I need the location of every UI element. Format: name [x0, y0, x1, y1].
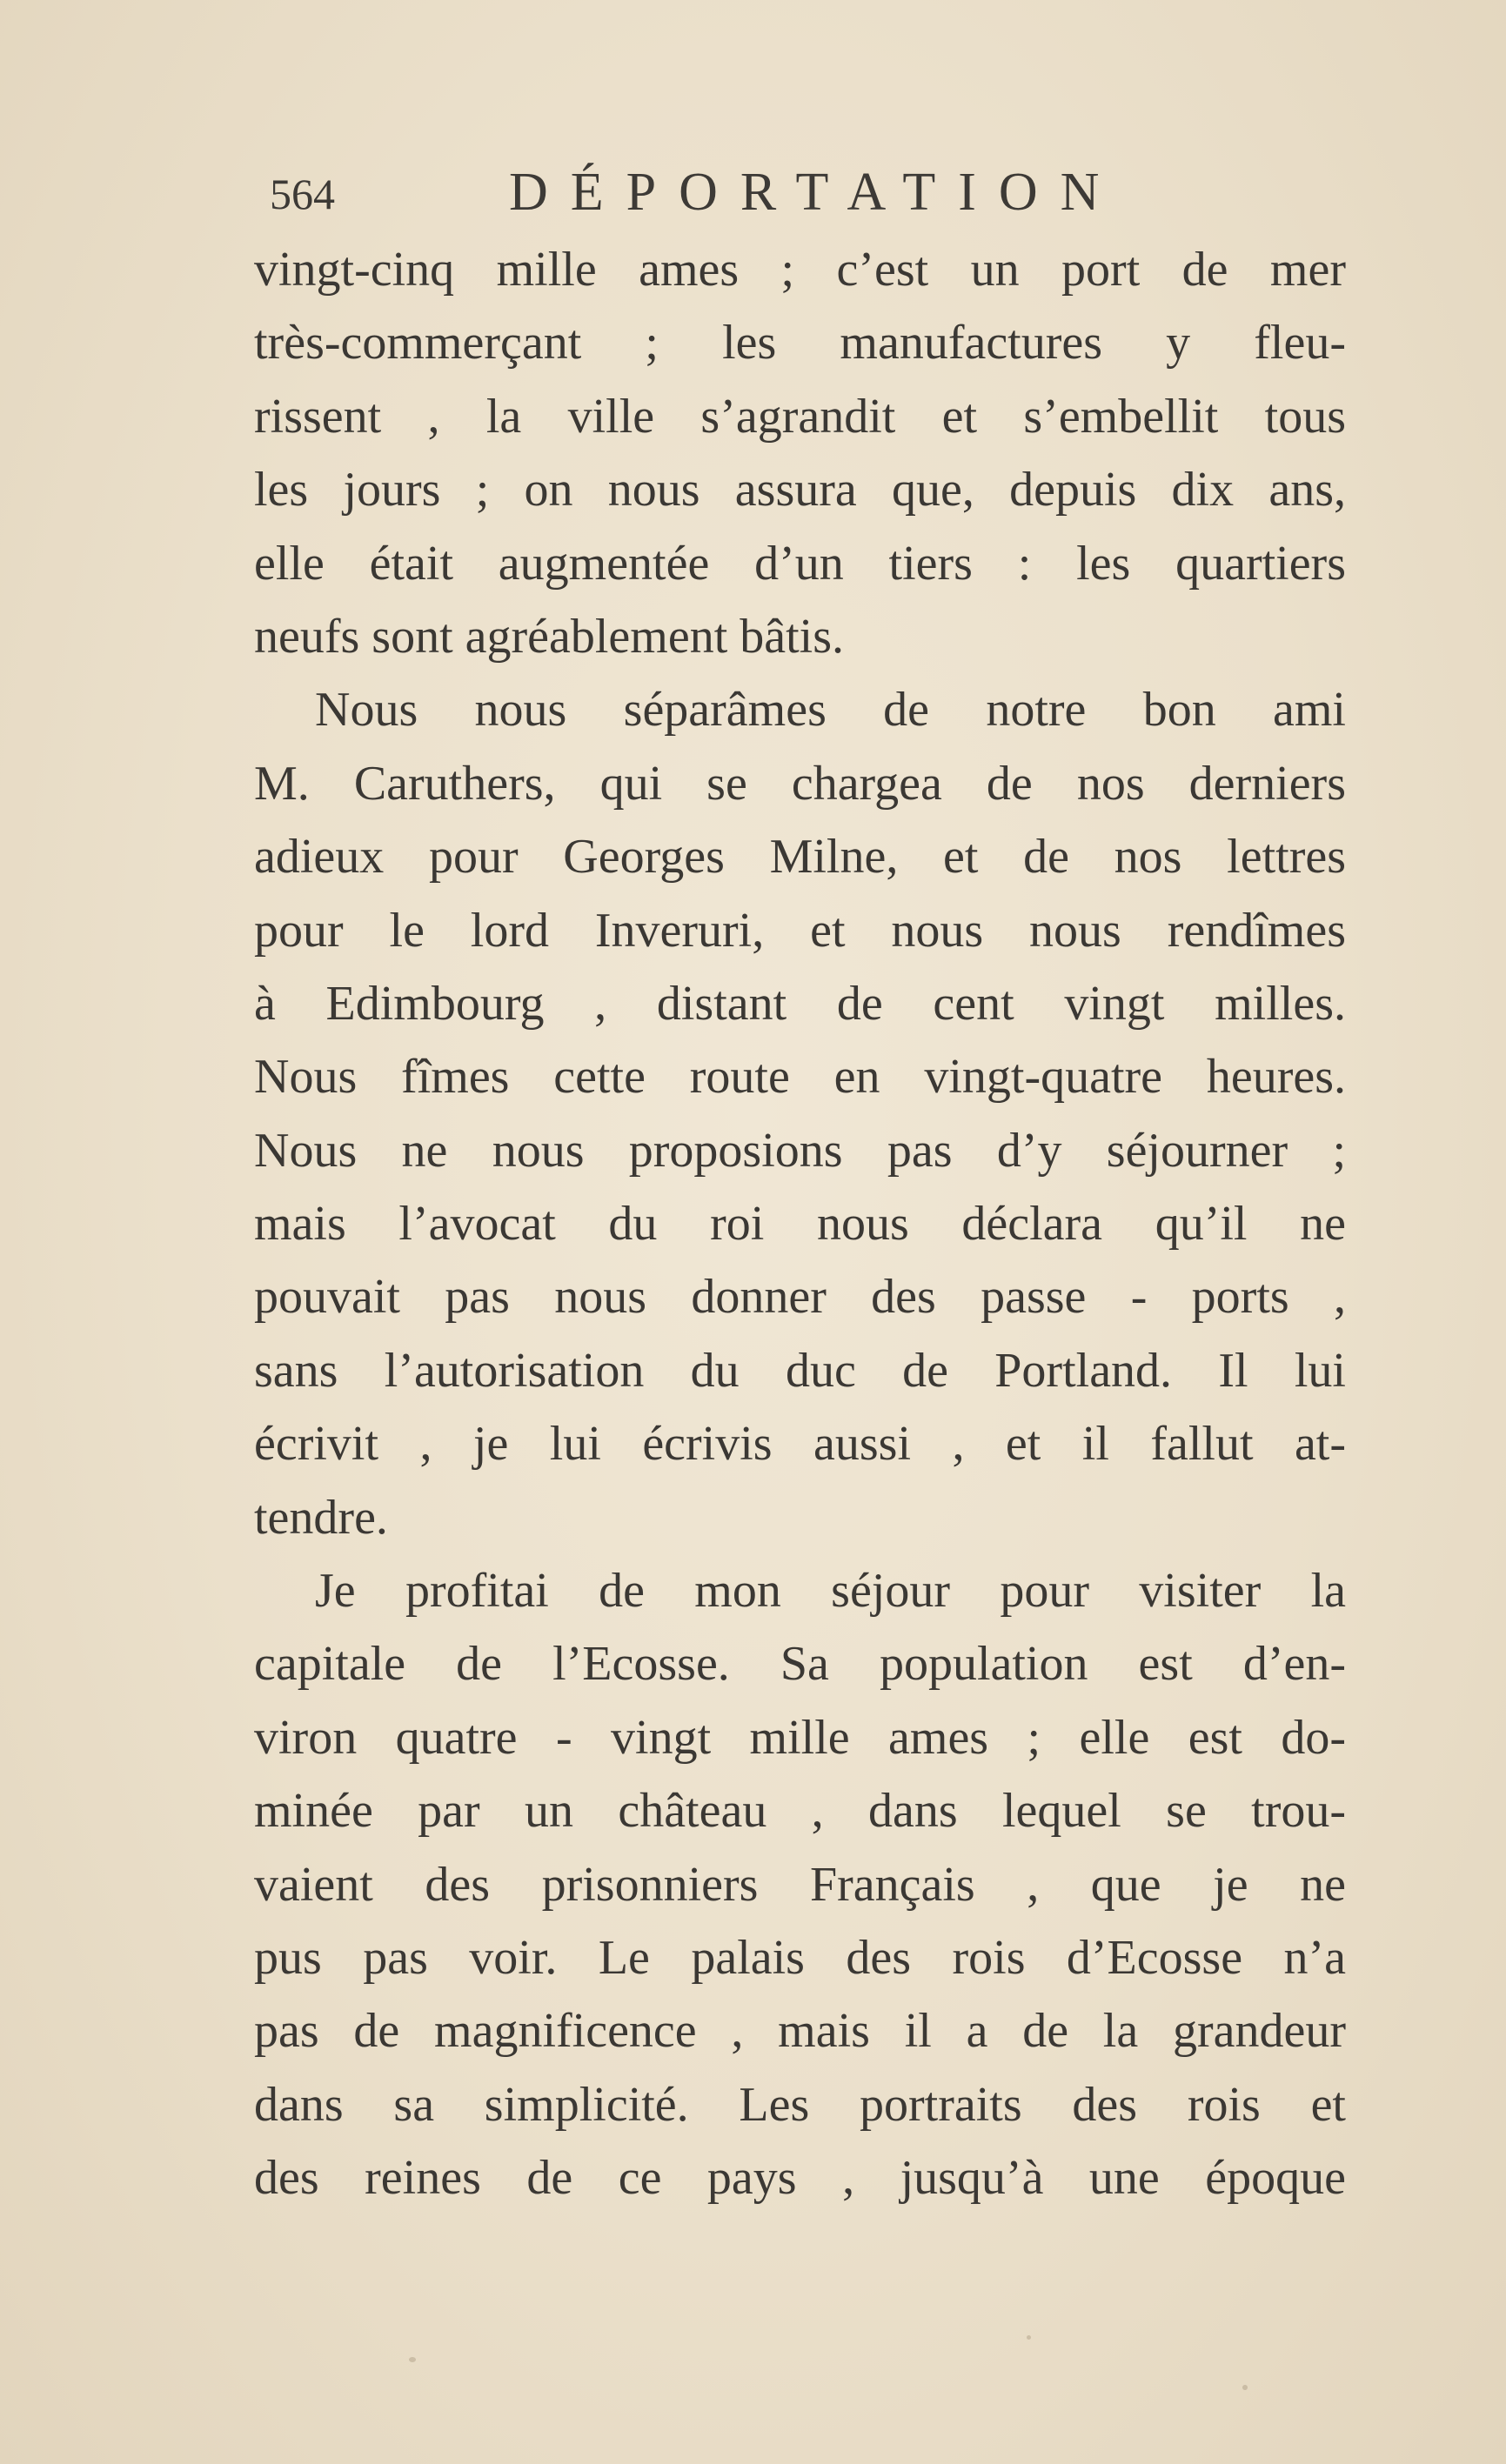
text-line: Nous ne nous proposions pas d’y séjourner ; — [254, 1123, 1346, 1178]
text-line: elle était augmentée d’un tiers : les quartiers — [254, 536, 1346, 591]
text-line: capitale de l’Ecosse. Sa population est d’en- — [254, 1637, 1346, 1692]
page-number: 564 — [270, 170, 335, 218]
text-line: pas de magnificence , mais il a de la grandeur — [254, 2004, 1346, 2059]
paper-blemish — [409, 2357, 416, 2362]
text-line: Je profitai de mon séjour pour visiter la — [315, 1564, 1346, 1619]
text-line: Nous nous séparâmes de notre bon ami — [315, 683, 1346, 738]
text-line: dans sa simplicité. Les portraits des rois et — [254, 2077, 1346, 2132]
text-line: à Edimbourg , distant de cent vingt milles. — [254, 976, 1346, 1031]
text-line: Nous fîmes cette route en vingt-quatre heures. — [254, 1050, 1346, 1105]
text-line: écrivit , je lui écrivis aussi , et il fallut at- — [254, 1417, 1346, 1472]
body-text — [254, 233, 1346, 2215]
text-line: tendre. — [254, 1490, 388, 1545]
text-line: M. Caruthers, qui se chargea de nos derniers — [254, 756, 1346, 811]
running-head-title: DÉPORTATION — [509, 163, 1122, 222]
text-line: des reines de ce pays , jusqu’à une époque — [254, 2151, 1346, 2206]
text-line: minée par un château , dans lequel se trou- — [254, 1784, 1346, 1839]
text-line: pouvait pas nous donner des passe - ports , — [254, 1270, 1346, 1325]
text-line: très-commerçant ; les manufactures y fleu- — [254, 316, 1346, 371]
text-line: vingt-cinq mille ames ; c’est un port de mer — [254, 243, 1346, 297]
paper-blemish — [1242, 2385, 1248, 2390]
text-line: viron quatre - vingt mille ames ; elle est do- — [254, 1710, 1346, 1765]
running-header — [261, 162, 1392, 240]
text-line: mais l’avocat du roi nous déclara qu’il ne — [254, 1197, 1346, 1252]
text-line: sans l’autorisation du duc de Portland. Il lui — [254, 1343, 1346, 1398]
text-line: les jours ; on nous assura que, depuis dix ans, — [254, 463, 1346, 518]
text-line: adieux pour Georges Milne, et de nos lettres — [254, 830, 1346, 885]
text-line: vaient des prisonniers Français , que je ne — [254, 1857, 1346, 1912]
text-line: neufs sont agréablement bâtis. — [254, 609, 845, 664]
paper-blemish — [1027, 2335, 1031, 2340]
text-line: rissent , la ville s’agrandit et s’embellit tous — [254, 389, 1346, 444]
text-line: pour le lord Inveruri, et nous nous rendîmes — [254, 903, 1346, 958]
text-line: pus pas voir. Le palais des rois d’Ecosse n’a — [254, 1930, 1346, 1985]
